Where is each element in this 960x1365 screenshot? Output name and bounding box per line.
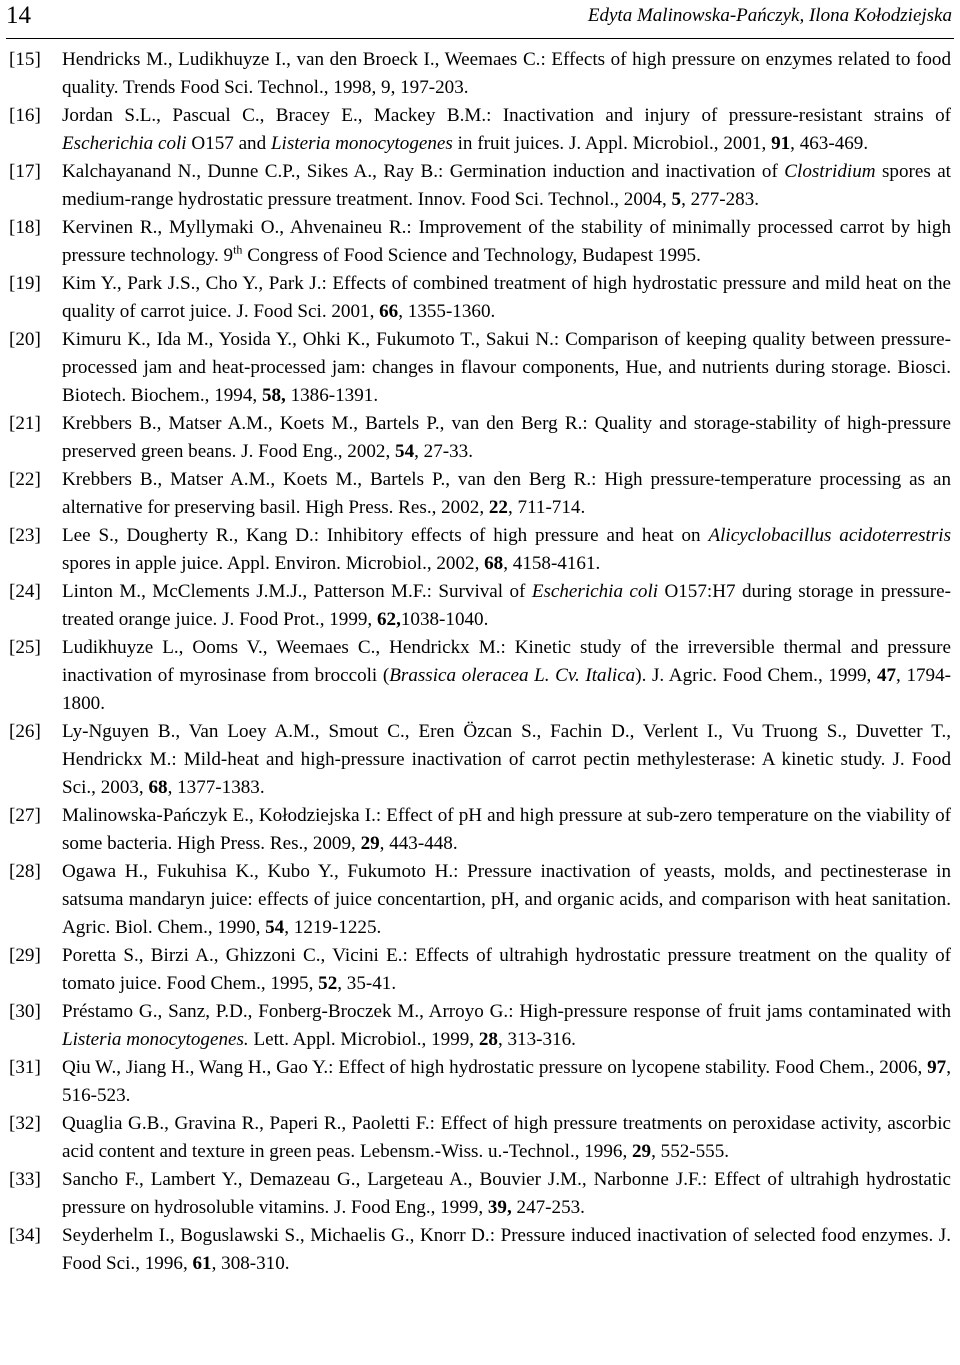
italic-term: Escherichia coli	[531, 581, 659, 602]
reference-text: Malinowska-Pańczyk E., Kołodziejska I.: Effect of pH and high pressure at sub-zero temperature on the viability of some bacteria. High Press. Res., 2009,	[62, 805, 951, 854]
reference-text: Qiu W., Jiang H., Wang H., Gao Y.: Effect of high hydrostatic pressure on lycopene stability. Food Chem., 2006,	[62, 1057, 928, 1078]
reference-text: , 1377-1383.	[167, 777, 265, 798]
reference-number: [34]	[9, 1225, 41, 1246]
reference-text: spores at medium-range hydrostatic pressure treatment. Innov. Food Sci. Technol., 2004,	[62, 161, 951, 210]
reference-text: , 277-283.	[681, 189, 760, 210]
reference-text: Lett. Appl. Microbiol., 1999,	[248, 1029, 479, 1050]
reference-text: Krebbers B., Matser A.M., Koets M., Bartels P., van den Berg R.: Quality and storage-stability of high-pressure preserved green beans. J. Food Eng., 2002,	[62, 413, 951, 462]
volume-number: 47	[876, 665, 897, 686]
reference-item	[0, 858, 960, 942]
reference-text: , 463-469.	[790, 133, 869, 154]
reference-text: ). J. Agric. Food Chem., 1999,	[635, 665, 877, 686]
reference-item	[0, 46, 960, 102]
volume-number: 29	[632, 1141, 652, 1162]
reference-text: Kalchayanand N., Dunne C.P., Sikes A., Ray B.: Germination induction and inactivation of	[62, 161, 785, 182]
reference-text: , 27-33.	[414, 441, 473, 462]
volume-number: 58,	[261, 385, 286, 406]
reference-number: [30]	[9, 1001, 41, 1022]
italic-term: Brassica oleracea L. Cv. Italica	[389, 665, 636, 686]
reference-text: Ogawa H., Fukuhisa K., Kubo Y., Fukumoto H.: Pressure inactivation of yeasts, molds, and pectinesterase in satsuma mandaryn juice: effects of juice concentartion, pH, and organic acids, and comparison with heat sanitation. Agric. Biol. Chem., 1990,	[62, 861, 951, 938]
reference-text: , 35-41.	[337, 973, 397, 994]
reference-item	[0, 634, 960, 718]
reference-number: [18]	[9, 217, 41, 238]
reference-item	[0, 102, 960, 158]
reference-list	[0, 46, 960, 1278]
reference-text: Sancho F., Lambert Y., Demazeau G., Largeteau A., Bouvier J.M., Narbonne J.F.: Effect of ultrahigh hydrostatic pressure on hydrosoluble vitamins. J. Food Eng., 1999,	[62, 1169, 951, 1218]
reference-item	[0, 410, 960, 466]
reference-text: Krebbers B., Matser A.M., Koets M., Bartels P., van den Berg R.: High pressure-temperature processing as an alternative for preserving basil. High Press. Res., 2002,	[62, 469, 951, 518]
reference-item	[0, 1222, 960, 1278]
reference-number: [31]	[9, 1057, 41, 1078]
reference-item	[0, 578, 960, 634]
reference-number: [17]	[9, 161, 41, 182]
reference-number: [32]	[9, 1113, 41, 1134]
reference-text: Quaglia G.B., Gravina R., Paperi R., Paoletti F.: Effect of high pressure treatments on peroxidase activity, ascorbic acid content and texture in green peas. Lebensm.-Wiss. u.-Technol., 1996,	[62, 1113, 951, 1162]
reference-number: [21]	[9, 413, 41, 434]
italic-term: Listeria monocytogenes	[270, 133, 453, 154]
reference-text: , 308-310.	[211, 1253, 290, 1274]
reference-text: Préstamo G., Sanz, P.D., Fonberg-Broczek M., Arroyo G.: High-pressure response of fruit jams contaminated with	[62, 1001, 951, 1022]
reference-text: Kimuru K., Ida M., Yosida Y., Ohki K., Fukumoto T., Sakui N.: Comparison of keeping quality between pressure-processed jam and heat-processed jam: changes in flavour components, Hue, and nutrients during storage. Biosci. Biotech. Biochem., 1994,	[62, 329, 951, 406]
reference-number: [28]	[9, 861, 41, 882]
reference-text: 1038-1040.	[400, 609, 489, 630]
reference-text: Linton M., McClements J.M.J., Patterson M.F.: Survival of	[62, 581, 532, 602]
running-header-authors: Edyta Malinowska-Pańczyk, Ilona Kołodziejska	[587, 5, 952, 26]
reference-text: , 1219-1225.	[284, 917, 382, 938]
reference-item	[0, 1166, 960, 1222]
reference-number: [15]	[9, 49, 41, 70]
reference-item	[0, 466, 960, 522]
reference-item	[0, 270, 960, 326]
reference-number: [19]	[9, 273, 41, 294]
volume-number: 66	[379, 301, 399, 322]
reference-number: [22]	[9, 469, 41, 490]
page-header	[0, 0, 960, 42]
volume-number: 5	[671, 189, 682, 210]
volume-number: 22	[488, 497, 508, 518]
reference-item	[0, 158, 960, 214]
reference-text: Kervinen R., Myllymaki O., Ahvenaineu R.: Improvement of the stability of minimally processed carrot by high pressure technology. 9	[62, 217, 951, 266]
reference-text: Ludikhuyze L., Ooms V., Weemaes C., Hendrickx M.: Kinetic study of the irreversible thermal and pressure inactivation of myrosinase from broccoli (	[62, 637, 951, 686]
header-rule	[6, 38, 954, 39]
reference-number: [23]	[9, 525, 41, 546]
volume-number: 28	[478, 1029, 498, 1050]
reference-text: , 516-523.	[62, 1057, 951, 1106]
reference-number: [29]	[9, 945, 41, 966]
reference-text: , 711-714.	[507, 497, 586, 518]
volume-number: 91	[771, 133, 791, 154]
reference-number: [26]	[9, 721, 41, 742]
reference-text: , 313-316.	[497, 1029, 576, 1050]
reference-text: Seyderhelm I., Boguslawski S., Michaelis G., Knorr D.: Pressure induced inactivation of selected food enzymes. J. Food Sci., 1996,	[62, 1225, 951, 1274]
reference-text: Congress of Food Science and Technology, Budapest 1995.	[242, 245, 701, 266]
italic-term: Alicyclobacillus acidoterrestris	[708, 525, 952, 546]
volume-number: 97	[927, 1057, 947, 1078]
volume-number: 61	[192, 1253, 212, 1274]
reference-text: O157:H7 during storage in pressure-treated orange juice. J. Food Prot., 1999,	[62, 581, 951, 630]
reference-text: Lee S., Dougherty R., Kang D.: Inhibitory effects of high pressure and heat on	[62, 525, 709, 546]
reference-text: in fruit juices. J. Appl. Microbiol., 2001,	[452, 133, 772, 154]
volume-number: 54	[265, 917, 285, 938]
reference-text: , 1794-1800.	[62, 665, 952, 714]
italic-term: Escherichia coli	[62, 133, 187, 154]
reference-number: [16]	[9, 105, 41, 126]
reference-text: Hendricks M., Ludikhuyze I., van den Broeck I., Weemaes C.: Effects of high pressure on enzymes related to food quality. Trends Food Sci. Technol., 1998, 9, 197-203.	[62, 49, 951, 98]
reference-text: Ly-Nguyen B., Van Loey A.M., Smout C., Eren Özcan S., Fachin D., Verlent I., Vu Truong S., Duvetter T., Hendrickx M.: Mild-heat and high-pressure inactivation of carrot pectin methylesterase: A kinetic study. J. Food Sci., 2003,	[62, 721, 951, 798]
reference-text: Poretta S., Birzi A., Ghizzoni C., Vicini E.: Effects of ultrahigh hydrostatic pressure treatment on the quality of tomato juice. Food Chem., 1995,	[62, 945, 951, 994]
volume-number: 52	[318, 973, 338, 994]
reference-text: spores in apple juice. Appl. Environ. Microbiol., 2002,	[62, 553, 485, 574]
italic-term: Listeria monocytogenes.	[62, 1029, 249, 1050]
superscript: th	[233, 242, 243, 257]
reference-item	[0, 214, 960, 270]
reference-number: [20]	[9, 329, 41, 350]
volume-number: 29	[360, 833, 380, 854]
reference-item	[0, 1110, 960, 1166]
volume-number: 68	[484, 553, 504, 574]
reference-item	[0, 326, 960, 410]
page-number: 14	[6, 2, 31, 29]
reference-number: [25]	[9, 637, 41, 658]
reference-text: 1386-1391.	[285, 385, 379, 406]
reference-item	[0, 718, 960, 802]
reference-item	[0, 1054, 960, 1110]
reference-text: 247-253.	[511, 1197, 585, 1218]
reference-text: Jordan S.L., Pascual C., Bracey E., Mackey B.M.: Inactivation and injury of pressure-resistant strains of	[62, 105, 951, 126]
reference-text: O157 and	[186, 133, 271, 154]
volume-number: 62,	[376, 609, 401, 630]
reference-text: , 4158-4161.	[503, 553, 601, 574]
reference-item	[0, 802, 960, 858]
italic-term: Clostridium	[784, 161, 876, 182]
reference-number: [27]	[9, 805, 41, 826]
reference-text: , 443-448.	[379, 833, 458, 854]
reference-text: , 1355-1360.	[398, 301, 496, 322]
reference-number: [33]	[9, 1169, 41, 1190]
volume-number: 54	[395, 441, 415, 462]
reference-text: , 552-555.	[651, 1141, 730, 1162]
volume-number: 68	[148, 777, 168, 798]
reference-item	[0, 522, 960, 578]
volume-number: 39,	[487, 1197, 512, 1218]
reference-item	[0, 998, 960, 1054]
reference-number: [24]	[9, 581, 41, 602]
reference-item	[0, 942, 960, 998]
reference-text: Kim Y., Park J.S., Cho Y., Park J.: Effects of combined treatment of high hydrostatic pressure and mild heat on the quality of carrot juice. J. Food Sci. 2001,	[62, 273, 951, 322]
